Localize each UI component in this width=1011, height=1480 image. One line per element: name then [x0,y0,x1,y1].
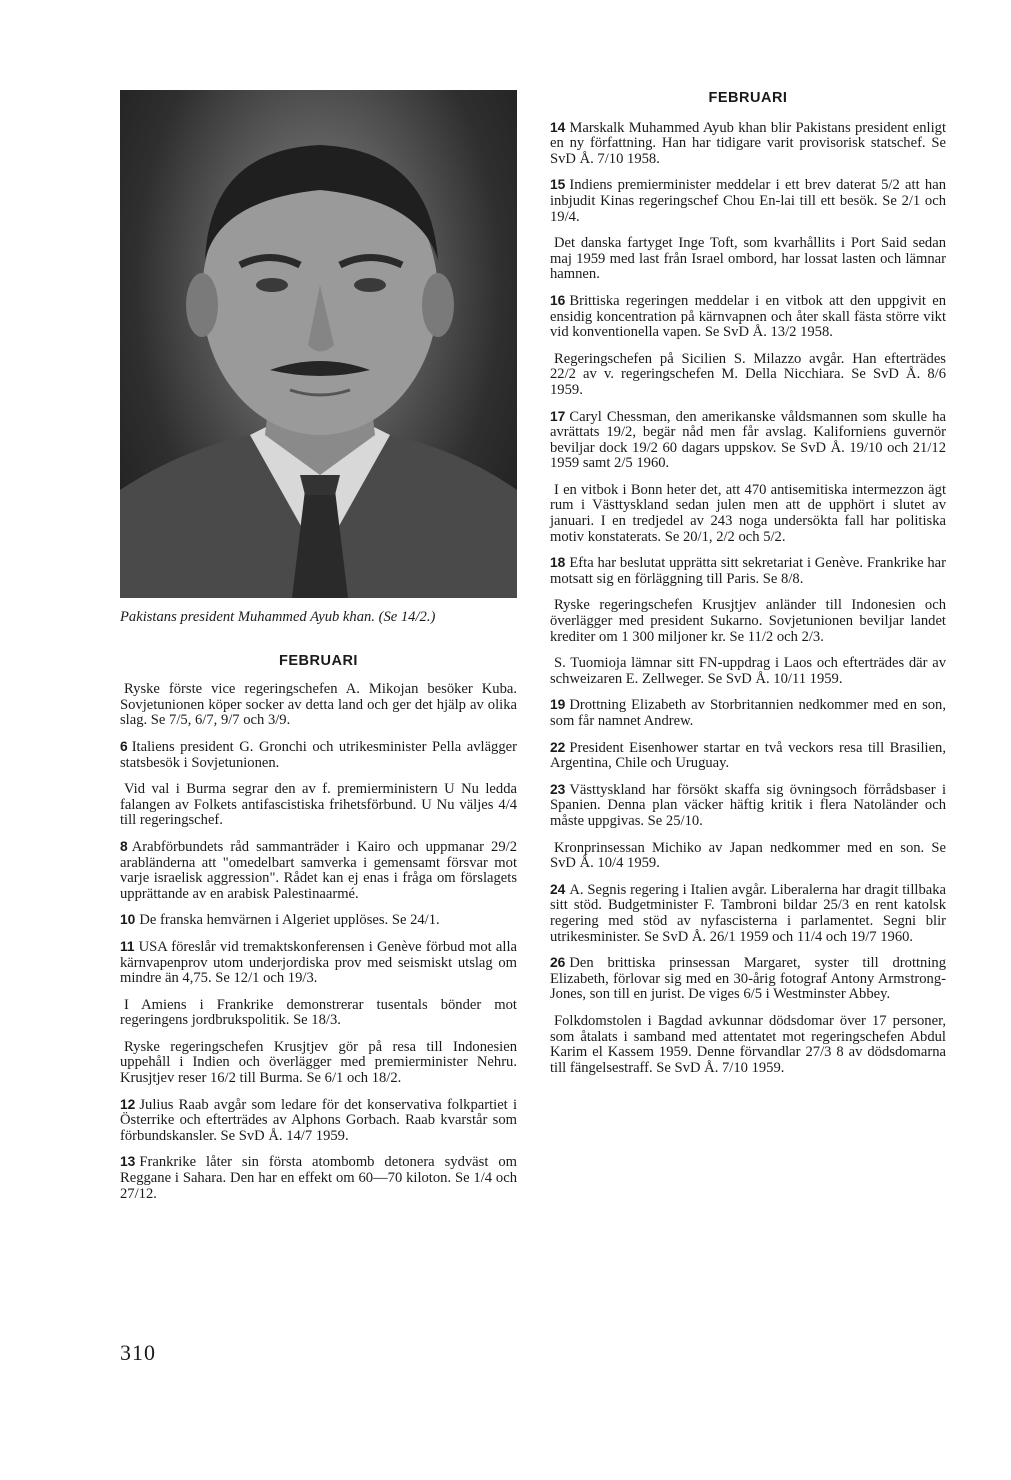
right-month-heading: FEBRUARI [708,90,788,106]
right-entry-8 [550,597,946,645]
right-entry-3 [550,293,946,341]
right-entry-12 [550,782,946,830]
entry-text: Vid val i Burma segrar den av f. premierministern U Nu ledda falangen av Folkets antifascistiska frihetsförbund. U Nu väljes 4/4 till regeringschef. [120,781,517,829]
entry-day: 10 [120,912,136,928]
entry-day: 14 [550,119,566,135]
entry-day: 17 [550,408,566,424]
entry-text: Västtyskland har försökt skaffa sig övningsoch förrådsbaser i Spanien. Denna plan väcker häftig kritik i flera Natoländer och måste uppgivas. Se 25/10. [550,781,946,829]
right-entry-0 [550,120,946,168]
left-entry-6 [120,997,517,1029]
entry-text: Den brittiska prinsessan Margaret, syster till drottning Elizabeth, förlovar sig med en 30-årig fotograf Antony Armstrong-Jones, son till en jurist. De viges 6/5 i Westminster Abbey. [550,955,946,1003]
right-entry-6 [550,482,946,545]
entry-day: 24 [550,881,566,897]
entry-text: Italiens president G. Gronchi och utrikesminister Pella avlägger statsbesök i Sovjetunionen. [120,738,517,771]
entry-text: Kronprinsessan Michiko av Japan nedkommer med en son. Se SvD Å. 10/4 1959. [550,839,946,872]
entry-day: 18 [550,555,566,571]
right-entry-7 [550,555,946,587]
left-entry-9 [120,1154,517,1202]
left-column [120,600,517,1212]
photo-caption: Pakistans president Muhammed Ayub khan. (Se 14/2.) [120,609,436,625]
page-number: 310 [120,1340,156,1365]
left-entry-4 [120,912,517,929]
entry-text: A. Segnis regering i Italien avgår. Liberalerna har dragit tillbaka sitt stöd. Budgetminister F. Tambroni bildar 25/3 en rent katolsk regering med stöd av nyfascisterna i parlamentet. Segni blir utrikesminister. Se SvD Å. 26/1 1959 och 11/4 och 19/7 1960. [550,881,946,945]
left-entry-1 [120,739,517,771]
entry-text: USA föreslår vid tremaktskonferensen i Genève förbud mot alla kärnvapenprov utom underjordiska prov med seismiskt utslag om mindre än 4,75. Se 12/1 och 19/3. [120,938,517,987]
entry-day: 13 [120,1154,136,1170]
left-entry-5 [120,939,517,987]
entry-text: De franska hemvärnen i Algeriet upplöses. Se 24/1. [139,912,440,929]
entry-day: 23 [550,781,566,797]
portrait-photo [120,90,517,598]
entry-text: Regeringschefen på Sicilien S. Milazzo avgår. Han efterträdes 22/2 av v. regeringschefen M. Della Nicchiara. Se SvD Å. 8/6 1959. [550,350,946,398]
right-entry-15 [550,955,946,1003]
entry-text: Julius Raab avgår som ledare för det konservativa folkpartiet i Österrike och efterträdes av Alphons Gorbach. Raab kvarstår som förbundskansler. Se SvD Å. 14/7 1959. [120,1096,517,1144]
right-entry-14 [550,882,946,945]
entry-text: Folkdomstolen i Bagdad avkunnar dödsdomar över 17 personer, som åtalats i samband med attentatet mot regeringschefen Abdul Karim el Kassem 1959. Denne förvandlar 27/3 8 av dödsdomarna till fängelsestraff. Se SvD Å. 7/10 1959. [550,1012,946,1076]
entry-day: 16 [550,292,566,308]
left-entry-3 [120,839,517,902]
entry-text: Arabförbundets råd sammanträder i Kairo och uppmanar 29/2 arabländerna att "omedelbart samverka i gemensamt försvar mot varje israelisk aggression". Rådet kan ej enas i fråga om förslagets upprättande av en arabisk Palestinaarmé. [120,838,517,902]
right-entry-1 [550,177,946,225]
entry-text: I Amiens i Frankrike demonstrerar tusentals bönder mot regeringens jordbrukspolitik. Se 18/3. [120,996,517,1029]
entry-day: 8 [120,838,128,854]
entry-text: President Eisenhower startar en två veckors resa till Brasilien, Argentina, Chile och Uruguay. [550,739,946,772]
entry-text: Indiens premierminister meddelar i ett brev daterat 5/2 att han inbjudit Kinas regeringschef Chou En-lai till ett besök. Se 2/1 och 19/4. [550,177,946,225]
right-entry-11 [550,740,946,772]
entry-day: 26 [550,955,566,971]
entry-text: S. Tuomioja lämnar sitt FN-uppdrag i Laos och efterträdes där av schweizaren E. Zellweger. Se SvD Å. 10/11 1959. [550,655,946,687]
entry-text: I en vitbok i Bonn heter det, att 470 antisemitiska intermezzon ägt rum i Västtyskland sedan julen men att de upphört i slutet av januari. I en tredjedel av 243 noga undersökta fall har politiska motiv konstaterats. Se 20/1, 2/2 och 5/2. [550,481,946,545]
entry-text: Brittiska regeringen meddelar i en vitbok att den uppgivit en ensidig koncentration på kärnvapnen och åter skall fästa större vikt vid konventionella vapen. Se SvD Å. 13/2 1958. [550,292,946,341]
entry-text: Ryske regeringschefen Krusjtjev anländer till Indonesien och överlägger med president Sukarno. Sovjetunionen beviljar landet krediter om 1 300 miljoner kr. Se 11/2 och 2/3. [550,597,946,645]
entry-text: Drottning Elizabeth av Storbritannien nedkommer med en son, som får namnet Andrew. [550,697,946,729]
left-entry-7 [120,1039,517,1087]
entry-text: Ryske förste vice regeringschefen A. Mikojan besöker Kuba. Sovjetunionen köper socker av detta land och ger det hjälp av olika slag. Se 7/5, 6/7, 9/7 och 3/9. [120,681,517,729]
right-column [550,91,946,1086]
entry-text: Frankrike låter sin första atombomb detonera sydväst om Reggane i Sahara. Den har en effekt om 60—70 kiloton. Se 1/4 och 27/12. [120,1154,517,1202]
right-entry-10 [550,697,946,729]
entry-day: 15 [550,177,566,193]
entry-text: Marskalk Muhammed Ayub khan blir Pakistans president enligt en ny författning. Han har tidigare varit provisorisk statschef. Se SvD Å. 7/10 1958. [550,119,946,167]
right-entry-16 [550,1013,946,1076]
right-entry-2 [550,235,946,283]
entry-text: Det danska fartyget Inge Toft, som kvarhållits i Port Said sedan maj 1959 med last från Israel ombord, har lossat lasten och lämnar hamnen. [550,235,946,283]
right-entry-5 [550,409,946,472]
entry-day: 6 [120,738,128,754]
left-entry-2 [120,781,517,829]
entry-day: 22 [550,739,566,755]
left-entry-0 [120,681,517,729]
entry-text: Efta har beslutat upprätta sitt sekretariat i Genève. Frankrike har motsatt sig en förläggning till Paris. Se 8/8. [550,555,946,587]
entry-day: 12 [120,1096,136,1112]
right-entry-9 [550,655,946,687]
right-entry-4 [550,351,946,399]
left-entry-8 [120,1097,517,1145]
entry-day: 11 [120,938,135,954]
left-month-heading: FEBRUARI [279,652,358,669]
right-entry-13 [550,840,946,872]
entry-day: 19 [550,697,566,713]
entry-text: Ryske regeringschefen Krusjtjev gör på resa till Indonesien uppehåll i Indien och överlägger med premierminister Nehru. Krusjtjev reser 16/2 till Burma. Se 6/1 och 18/2. [120,1038,517,1087]
entry-text: Caryl Chessman, den amerikanske våldsmannen som skulle ha avrättats 19/2, begär nåd men får avslag. Kaliforniens guvernör beviljar dock 19/2 60 dagars uppskov. Se SvD Å. 19/10 och 21/12 1959 samt 2/5 1960. [550,408,946,472]
